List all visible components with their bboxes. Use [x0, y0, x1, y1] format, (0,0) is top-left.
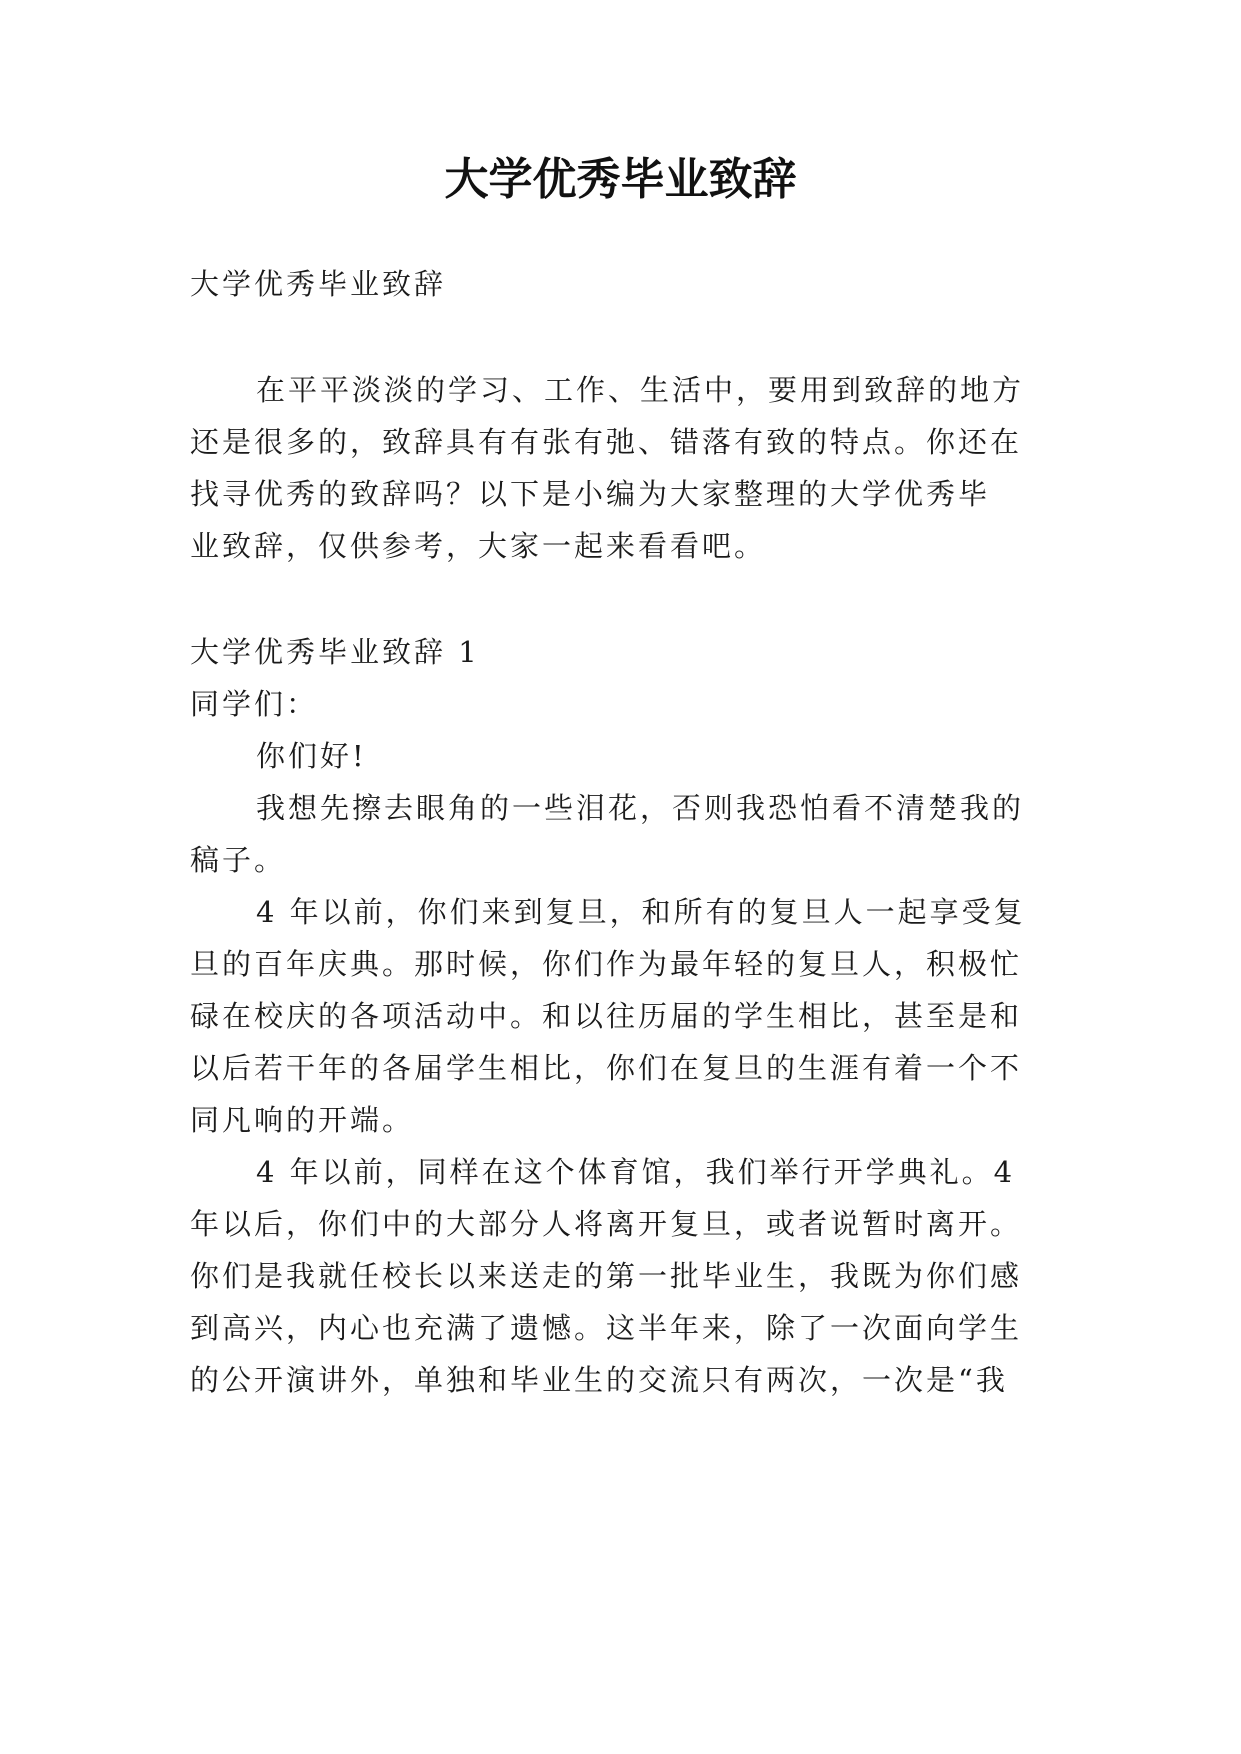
paragraph-line: 旦的百年庆典。那时候，你们作为最年轻的复旦人，积极忙	[190, 947, 1023, 981]
section-heading: 大学优秀毕业致辞 1	[190, 635, 480, 669]
intro-line: 找寻优秀的致辞吗？以下是小编为大家整理的大学优秀毕	[190, 477, 991, 511]
intro-line: 在平平淡淡的学习、工作、生活中，要用到致辞的地方	[256, 373, 1025, 407]
paragraph-line: 稿子。	[190, 843, 287, 877]
greeting: 你们好!	[256, 739, 367, 773]
document-subtitle: 大学优秀毕业致辞	[190, 267, 447, 301]
intro-line: 业致辞，仅供参考，大家一起来看看吧。	[190, 529, 767, 563]
paragraph-line: 的公开演讲外，单独和毕业生的交流只有两次，一次是“我	[190, 1363, 1008, 1397]
paragraph-line: 到高兴，内心也充满了遗憾。这半年来，除了一次面向学生	[190, 1311, 1023, 1345]
document-title: 大学优秀毕业致辞	[444, 154, 797, 205]
paragraph-line: 碌在校庆的各项活动中。和以往历届的学生相比，甚至是和	[190, 999, 1023, 1033]
intro-line: 还是很多的，致辞具有有张有弛、错落有致的特点。你还在	[190, 425, 1023, 459]
paragraph-line: 同凡响的开端。	[190, 1103, 415, 1137]
paragraph-line: 我想先擦去眼角的一些泪花，否则我恐怕看不清楚我的	[256, 791, 1025, 825]
paragraph-line: 你们是我就任校长以来送走的第一批毕业生，我既为你们感	[190, 1259, 1023, 1293]
paragraph-line: 年以后，你们中的大部分人将离开复旦，或者说暂时离开。	[190, 1207, 1023, 1241]
paragraph-line: 4 年以前，同样在这个体育馆，我们举行开学典礼。4	[256, 1155, 1016, 1189]
paragraph-line: 4 年以前，你们来到复旦，和所有的复旦人一起享受复	[256, 895, 1026, 929]
salutation: 同学们：	[190, 687, 319, 721]
paragraph-line: 以后若干年的各届学生相比，你们在复旦的生涯有着一个不	[190, 1051, 1023, 1085]
